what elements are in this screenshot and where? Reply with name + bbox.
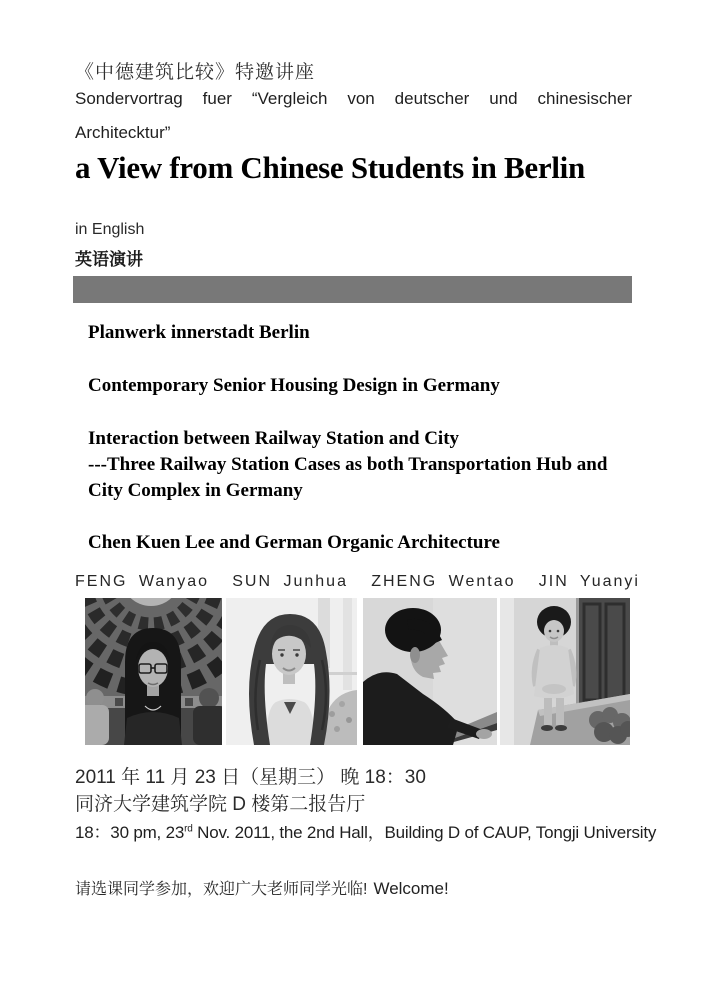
topic-planwerk: [88, 320, 310, 346]
speaker-name-jin-yuanyi: JIN Yuanyi: [538, 573, 640, 590]
topic-line: Interaction between Railway Station and City: [88, 428, 460, 449]
topic-line: City Complex in Germany: [88, 480, 303, 501]
event-date-zh: 2011 年 11 月 23 日（星期三） 晚 18：30: [75, 767, 426, 788]
photo-jin-yuanyi-steps: [500, 598, 630, 745]
language-note-zh: 英语演讲: [75, 250, 143, 269]
welcome-line: [75, 876, 449, 899]
topic-line: Planwerk innerstadt Berlin: [88, 322, 310, 343]
page-title: a View from Chinese Students in Berlin: [75, 150, 585, 185]
speaker-name-feng-wanyao: FENG Wanyao: [75, 573, 209, 590]
topic-line: Contemporary Senior Housing Design in Germany: [88, 375, 500, 396]
event-venue-zh: 同济大学建筑学院 D 楼第二报告厅: [75, 794, 366, 815]
subtitle-german-line1: Sondervortrag fuer “Vergleich von deutscher und chinesischer: [75, 89, 632, 108]
outdoor-portrait-illustration: [226, 598, 357, 745]
speaker-photos-row: [85, 598, 630, 745]
photo-zheng-wentao-profile: [363, 598, 497, 745]
topic-railway-station: [88, 426, 607, 504]
topic-chen-kuen-lee: [88, 530, 500, 556]
steps-portrait-illustration: [500, 598, 630, 745]
topic-senior-housing: [88, 373, 500, 399]
event-date-en-suffix: Nov. 2011, the 2nd Hall，Building D of CAUP, Tongji University: [192, 823, 657, 842]
series-title-zh: 《中德建筑比较》特邀讲座: [75, 62, 316, 83]
invite-text-zh: 请选课同学参加，欢迎广大老师同学光临!: [75, 881, 368, 898]
event-date-en: [75, 818, 656, 843]
photo-feng-wanyao-pantheon: [85, 598, 222, 745]
topic-line: Chen Kuen Lee and German Organic Architecture: [88, 532, 500, 553]
speaker-name-zheng-wentao: ZHENG Wentao: [371, 573, 516, 590]
welcome-text-en: Welcome!: [373, 879, 449, 898]
profile-portrait-illustration: [363, 598, 497, 745]
language-note-en: in English: [75, 221, 145, 238]
event-date-en-ordinal: rd: [184, 823, 193, 835]
subtitle-german-line2: Architecktur”: [75, 123, 171, 142]
pantheon-portrait-illustration: [85, 598, 222, 745]
speaker-names-row: [75, 573, 640, 591]
event-date-en-prefix: 18：30 pm, 23: [75, 823, 185, 842]
photo-sun-junhua-outdoor: [226, 598, 357, 745]
gray-divider-bar: [73, 276, 632, 303]
topic-line: ---Three Railway Station Cases as both Transportation Hub and: [88, 454, 608, 475]
speaker-name-sun-junhua: SUN Junhua: [232, 573, 348, 590]
